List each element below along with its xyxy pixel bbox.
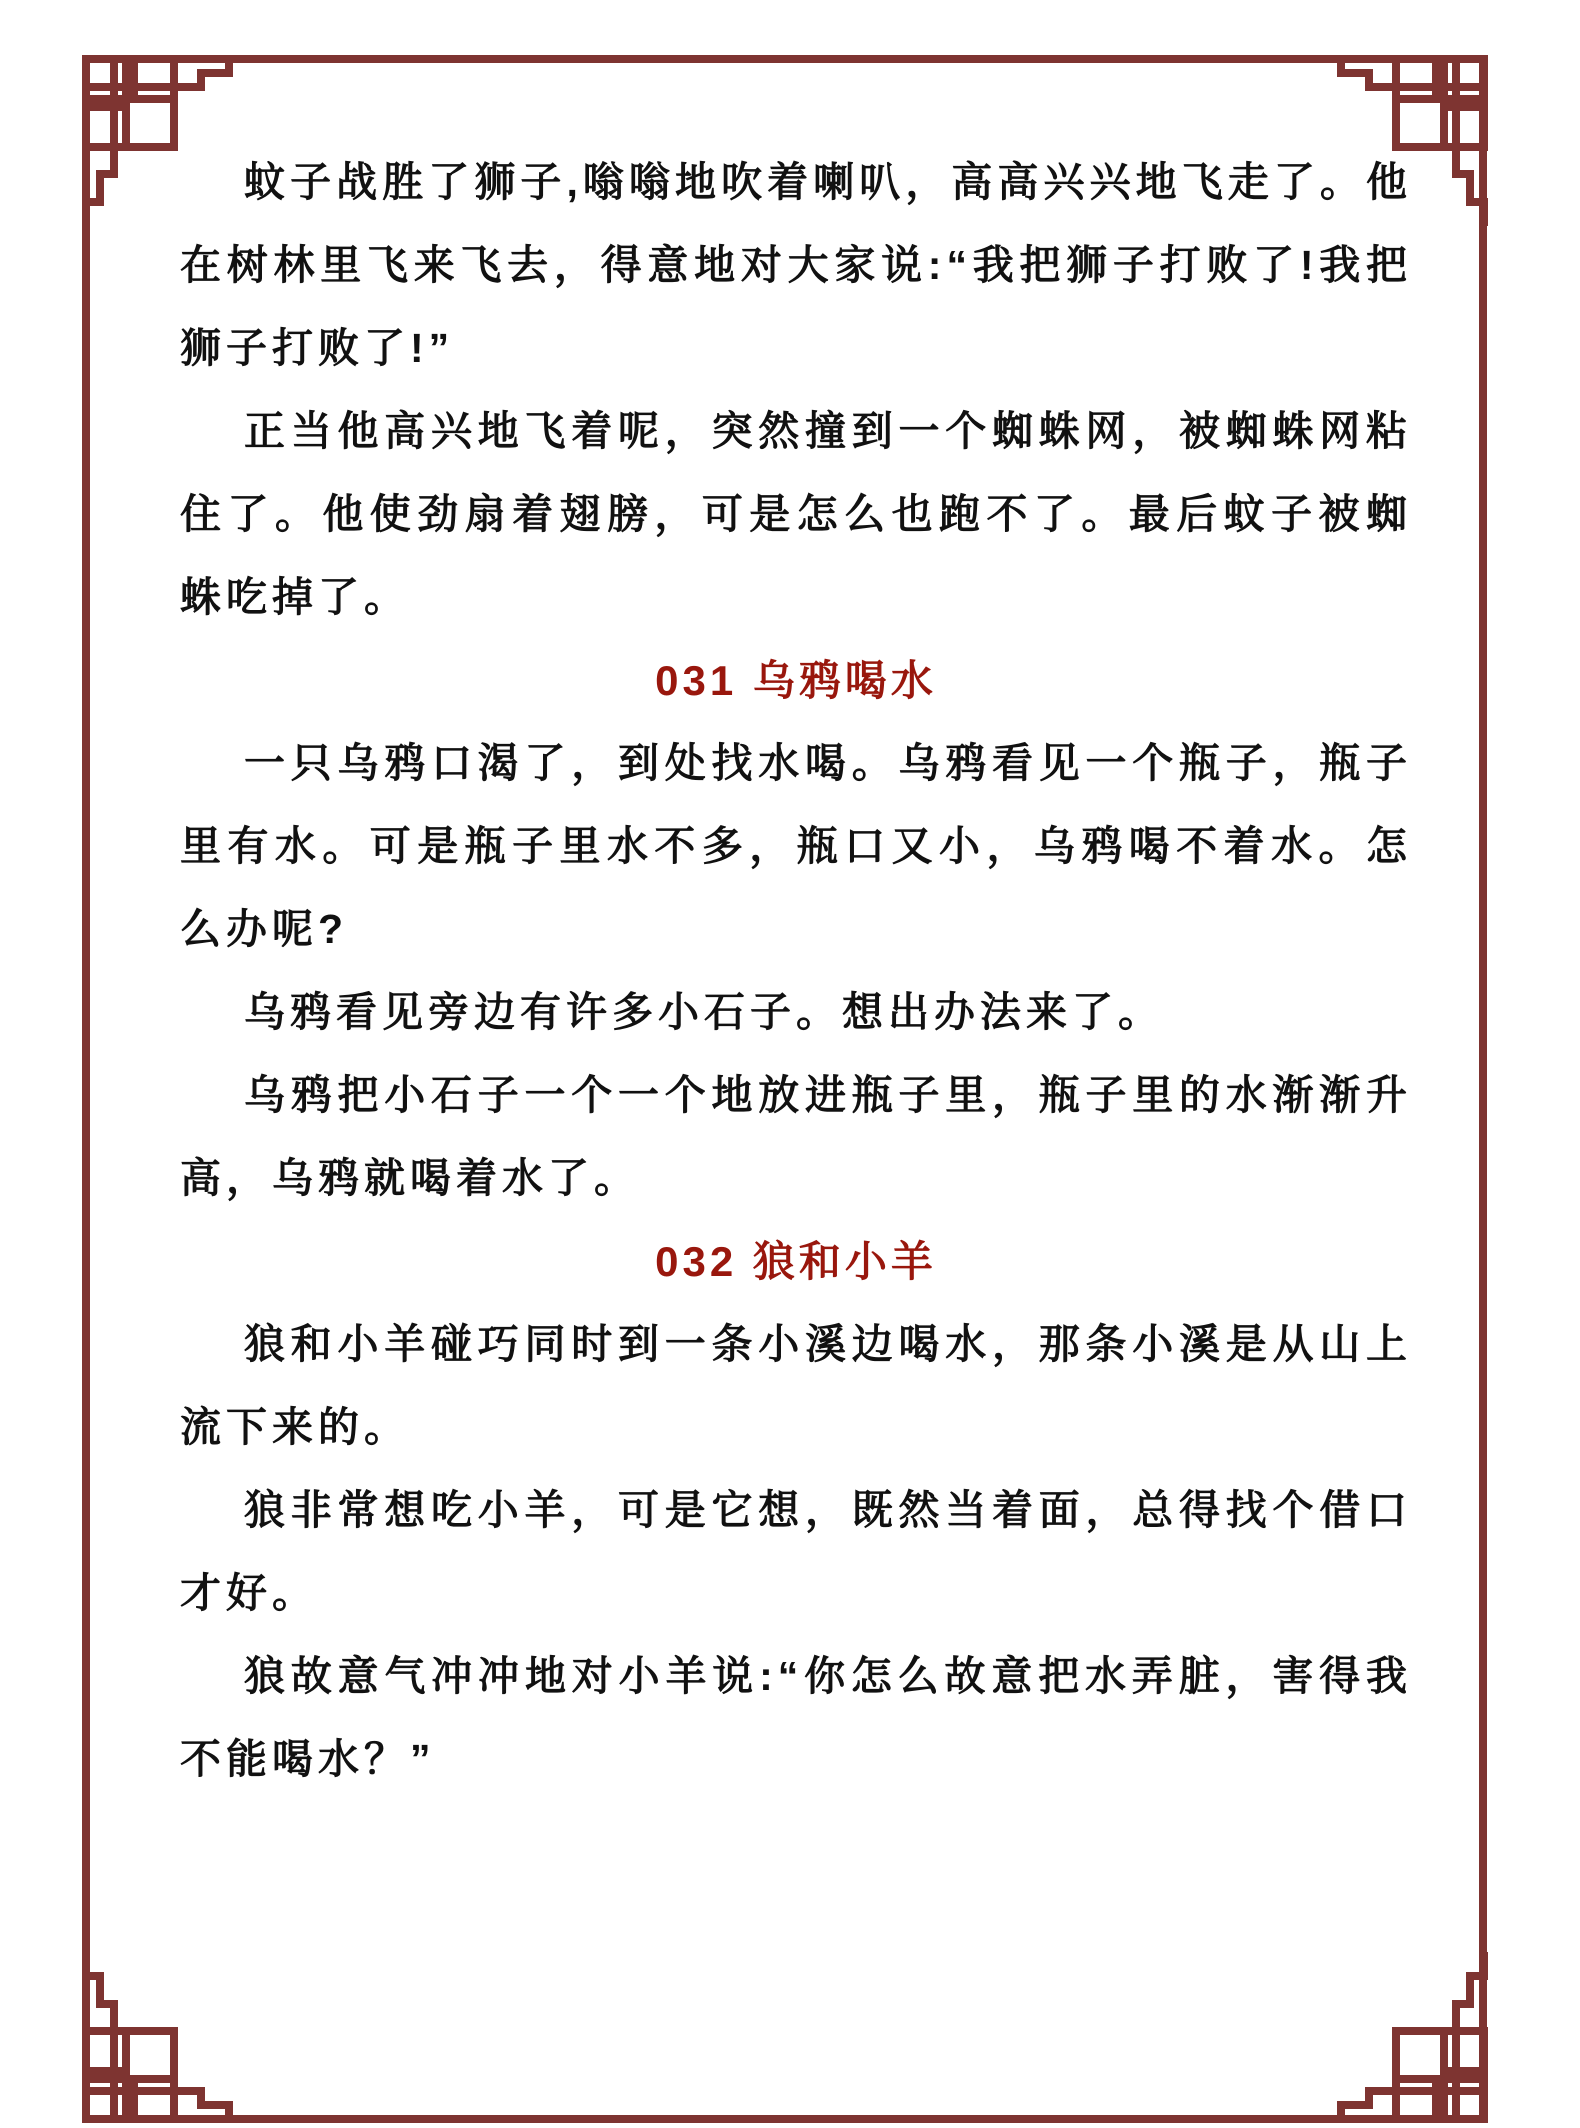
story-heading-032-wolf-and-lamb: 032 狼和小羊 [655, 1238, 937, 1285]
story-paragraph-crow-3: 乌鸦把小石子一个一个地放进瓶子里，瓶子里的水渐渐升高，乌鸦就喝着水了。 [180, 1072, 1412, 1201]
story-paragraph-crow-2: 乌鸦看见旁边有许多小石子。想出办法来了。 [244, 989, 1164, 1035]
corner-ornament-bottom-left [53, 1952, 253, 2128]
corner-ornament-bottom-right [1317, 1952, 1517, 2128]
story-paragraph-mosquito-end-1: 蚊子战胜了狮子,嗡嗡地吹着喇叭，高高兴兴地飞走了。他在树林里飞来飞去，得意地对大家说:“我把狮子打败了!我把狮子打败了!” [180, 159, 1412, 371]
story-paragraph-mosquito-end-2: 正当他高兴地飞着呢，突然撞到一个蜘蛛网，被蜘蛛网粘住了。他使劲扇着翅膀，可是怎么也跑不了。最后蚊子被蜘蛛吃掉了。 [180, 408, 1412, 620]
story-heading-031-crow-drinks-water: 031 乌鸦喝水 [655, 657, 937, 704]
story-paragraph-crow-1: 一只乌鸦口渴了，到处找水喝。乌鸦看见一个瓶子，瓶子里有水。可是瓶子里水不多，瓶口又小，乌鸦喝不着水。怎么办呢? [180, 740, 1412, 952]
story-paragraph-wolf-1: 狼和小羊碰巧同时到一条小溪边喝水，那条小溪是从山上流下来的。 [180, 1321, 1412, 1450]
story-paragraph-wolf-2: 狼非常想吃小羊，可是它想，既然当着面，总得找个借口才好。 [180, 1487, 1412, 1616]
story-paragraph-wolf-3: 狼故意气冲冲地对小羊说:“你怎么故意把水弄脏，害得我不能喝水？” [180, 1653, 1412, 1782]
story-text-block [180, 141, 1412, 1801]
